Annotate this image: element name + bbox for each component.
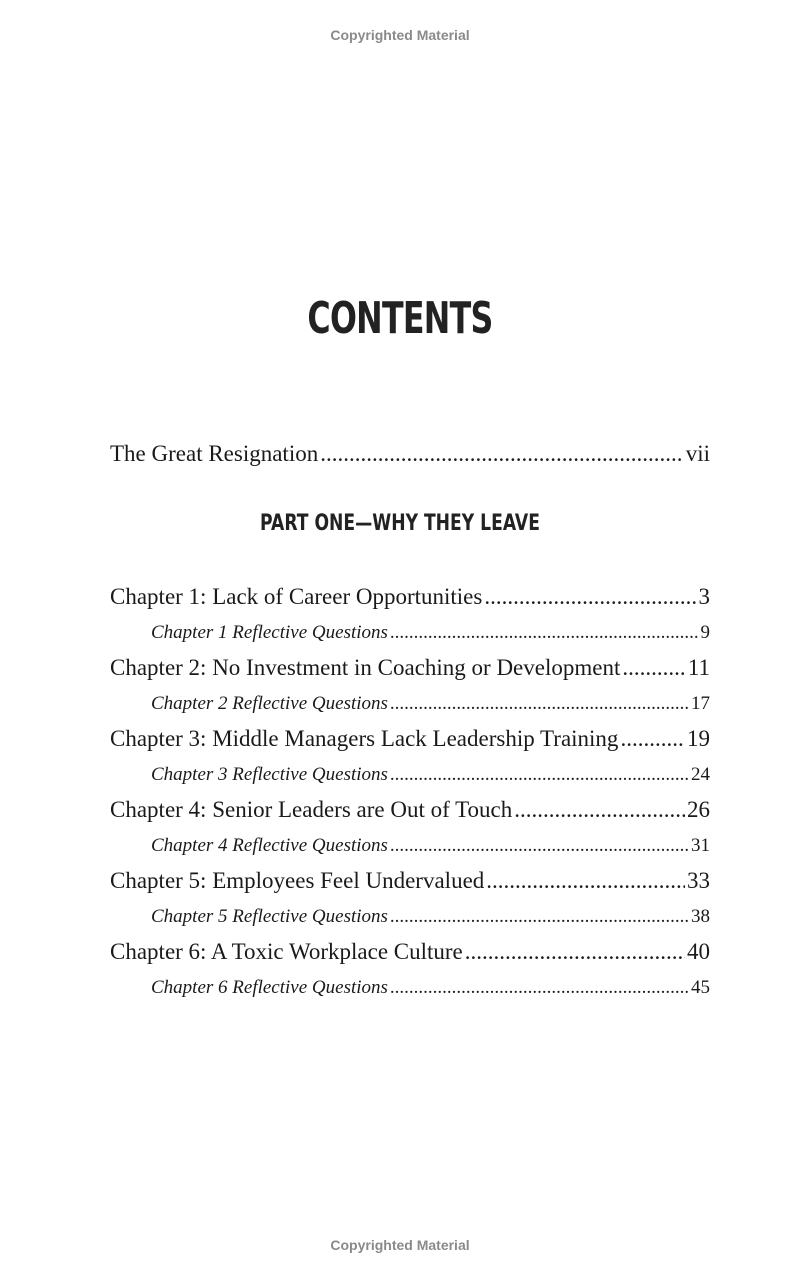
toc-entry-label: Chapter 5: Employees Feel Undervalued: [110, 868, 485, 893]
toc-entry-page: 26: [687, 797, 710, 822]
copyright-banner-top: Copyrighted Material: [330, 27, 470, 43]
dot-leader: [514, 797, 685, 823]
toc-entry-label: Chapter 5 Reflective Questions: [151, 906, 388, 927]
toc-entry-chapter-1: [110, 584, 710, 610]
toc-entry-page: 17: [691, 693, 710, 714]
toc-entry-page: 45: [691, 977, 710, 998]
toc-entry-chapter-5: [110, 868, 710, 894]
toc-entry-chapter-4: [110, 797, 710, 823]
toc-entry-label: Chapter 2: No Investment in Coaching or Development: [110, 655, 621, 680]
toc-entry-label: Chapter 6 Reflective Questions: [151, 977, 388, 998]
toc-entry-chapter-6: [110, 939, 710, 965]
dot-leader: [620, 726, 685, 752]
toc-entry-label: Chapter 4 Reflective Questions: [151, 835, 388, 856]
dot-leader: [486, 868, 685, 894]
dot-leader: [390, 835, 689, 857]
dot-leader: [320, 441, 684, 467]
copyright-banner-bottom: Copyrighted Material: [330, 1237, 470, 1253]
toc-entry-label: Chapter 2 Reflective Questions: [151, 693, 388, 714]
toc-entry-page: 11: [687, 655, 710, 680]
dot-leader: [390, 622, 699, 644]
part-heading: PART ONE—WHY THEY LEAVE: [260, 511, 540, 536]
page-title: CONTENTS: [307, 293, 493, 344]
toc-entry-label: Chapter 3: Middle Managers Lack Leadership Training: [110, 726, 619, 751]
toc-entry-chapter-5-questions: [151, 906, 710, 928]
toc-entry-page: 38: [691, 906, 710, 927]
toc-entry-page: 24: [691, 764, 710, 785]
dot-leader: [390, 977, 689, 999]
toc-entry-label: Chapter 1: Lack of Career Opportunities: [110, 584, 483, 609]
dot-leader: [390, 764, 689, 786]
dot-leader: [390, 693, 689, 715]
dot-leader: [622, 655, 685, 681]
toc-entry-page: vii: [685, 441, 710, 466]
toc-entry-page: 19: [687, 726, 710, 751]
toc-entry-label: Chapter 6: A Toxic Workplace Culture: [110, 939, 463, 964]
toc-entry-chapter-4-questions: [151, 835, 710, 857]
toc-entry-label: Chapter 3 Reflective Questions: [151, 764, 388, 785]
dot-leader: [390, 906, 689, 928]
toc-entry-chapter-2: [110, 655, 710, 681]
toc-entry-label: Chapter 4: Senior Leaders are Out of Touch: [110, 797, 513, 822]
toc-entry-intro: [110, 441, 710, 467]
dot-leader: [484, 584, 696, 610]
toc-entry-label: The Great Resignation: [110, 441, 319, 466]
toc-entry-chapter-2-questions: [151, 693, 710, 715]
toc-entry-chapter-3-questions: [151, 764, 710, 786]
dot-leader: [465, 939, 685, 965]
toc-entry-page: 40: [687, 939, 710, 964]
toc-entry-page: 3: [698, 584, 710, 609]
toc-entry-chapter-3: [110, 726, 710, 752]
toc-entry-page: 33: [687, 868, 710, 893]
toc-entry-label: Chapter 1 Reflective Questions: [151, 622, 388, 643]
toc-entry-chapter-6-questions: [151, 977, 710, 999]
toc-entry-chapter-1-questions: [151, 622, 710, 644]
toc-entry-page: 31: [691, 835, 710, 856]
toc-entry-page: 9: [700, 622, 710, 643]
